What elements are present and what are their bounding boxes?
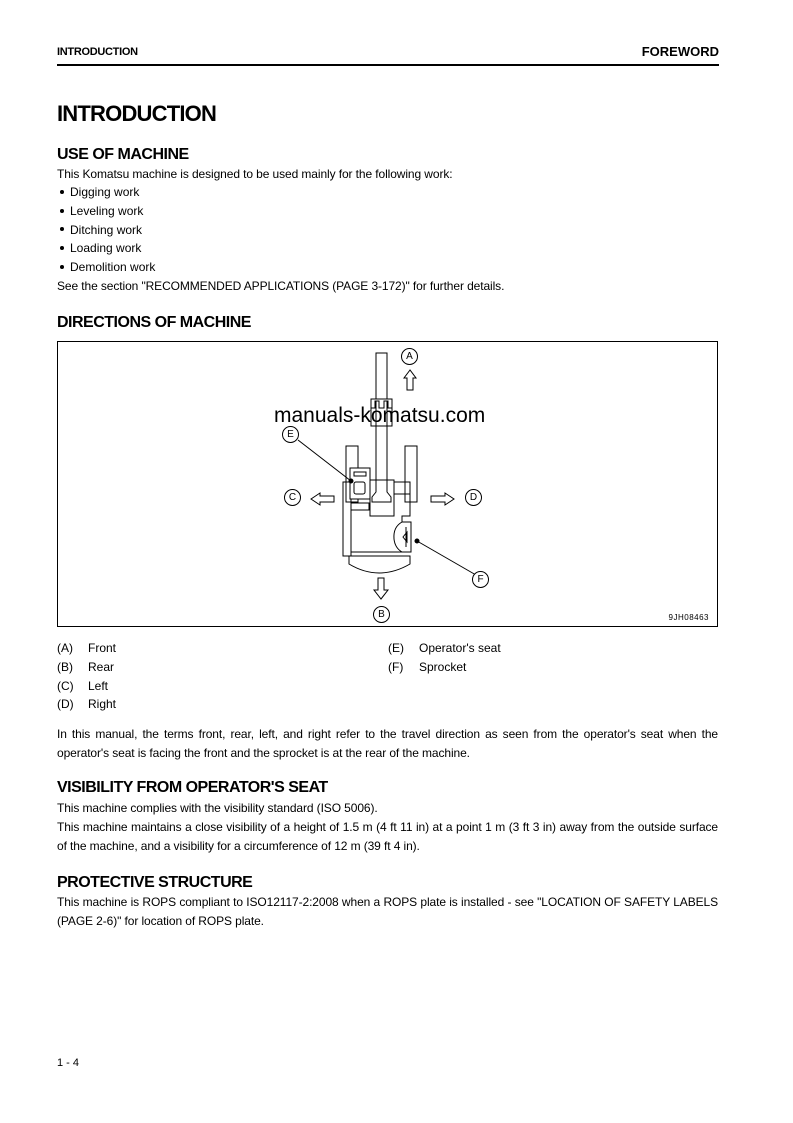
list-item: Ditching work bbox=[60, 221, 155, 240]
list-item: Loading work bbox=[60, 239, 155, 258]
callout-c: C bbox=[284, 489, 301, 506]
bullet-icon bbox=[60, 246, 64, 250]
bullet-icon bbox=[60, 190, 64, 194]
bullet-icon bbox=[60, 209, 64, 213]
callout-d: D bbox=[465, 489, 482, 506]
running-header-right: FOREWORD bbox=[641, 44, 719, 59]
directions-figure bbox=[57, 341, 718, 627]
watermark: manuals-komatsu.com bbox=[274, 404, 486, 427]
heading-use-of-machine: USE OF MACHINE bbox=[57, 146, 189, 163]
directions-note: In this manual, the terms front, rear, left, and right refer to the travel direction as seen from the operator's seat when the operator's seat is facing the front and the sprocket is at the rear of the machine. bbox=[57, 727, 718, 760]
header-rule bbox=[57, 64, 719, 66]
list-item: Demolition work bbox=[60, 258, 155, 277]
legend-row: (F) Sprocket bbox=[388, 659, 467, 674]
heading-directions: DIRECTIONS OF MACHINE bbox=[57, 314, 251, 331]
machine-top-view-diagram bbox=[58, 342, 719, 628]
heading-visibility: VISIBILITY FROM OPERATOR'S SEAT bbox=[57, 779, 328, 796]
callout-a: A bbox=[401, 348, 418, 365]
callout-e: E bbox=[282, 426, 299, 443]
list-item: Digging work bbox=[60, 183, 155, 202]
running-header-left: INTRODUCTION bbox=[57, 46, 138, 58]
callout-f: F bbox=[472, 571, 489, 588]
work-list bbox=[60, 183, 155, 277]
page-number: 1 - 4 bbox=[57, 1057, 80, 1069]
legend-row: (E) Operator's seat bbox=[388, 641, 501, 655]
bullet-icon bbox=[60, 227, 64, 231]
legend-row: (C) Left bbox=[57, 678, 109, 693]
protective-text: This machine is ROPS compliant to ISO12117-2:2008 when a ROPS plate is installed - see "LOCATION OF SAFETY LABELS (PAGE 2-6)" for location of ROPS plate. bbox=[57, 895, 718, 928]
see-also-text: See the section "RECOMMENDED APPLICATIONS (PAGE 3-172)" for further details. bbox=[57, 279, 505, 293]
legend-right bbox=[388, 639, 501, 677]
use-intro: This Komatsu machine is designed to be used mainly for the following work: bbox=[57, 167, 453, 181]
list-item: Leveling work bbox=[60, 202, 155, 221]
legend-row: (D) Right bbox=[57, 697, 117, 712]
heading-protective-structure: PROTECTIVE STRUCTURE bbox=[57, 874, 253, 891]
page-title: INTRODUCTION bbox=[57, 101, 217, 126]
callout-b: B bbox=[373, 606, 390, 623]
figure-code: 9JH08463 bbox=[668, 613, 709, 622]
visibility-standard: This machine complies with the visibility standard (ISO 5006). bbox=[57, 801, 378, 815]
legend-left bbox=[57, 639, 116, 714]
bullet-icon bbox=[60, 265, 64, 269]
legend-row: (B) Rear bbox=[57, 659, 115, 674]
visibility-details: This machine maintains a close visibility of a height of 1.5 m (4 ft 11 in) at a point 1 m (3 ft 3 in) away from the outside surface of the machine, and a visibility for a circumference of 12 m (39 ft 4 in). bbox=[57, 820, 718, 853]
legend-row: (A) Front bbox=[57, 641, 117, 655]
